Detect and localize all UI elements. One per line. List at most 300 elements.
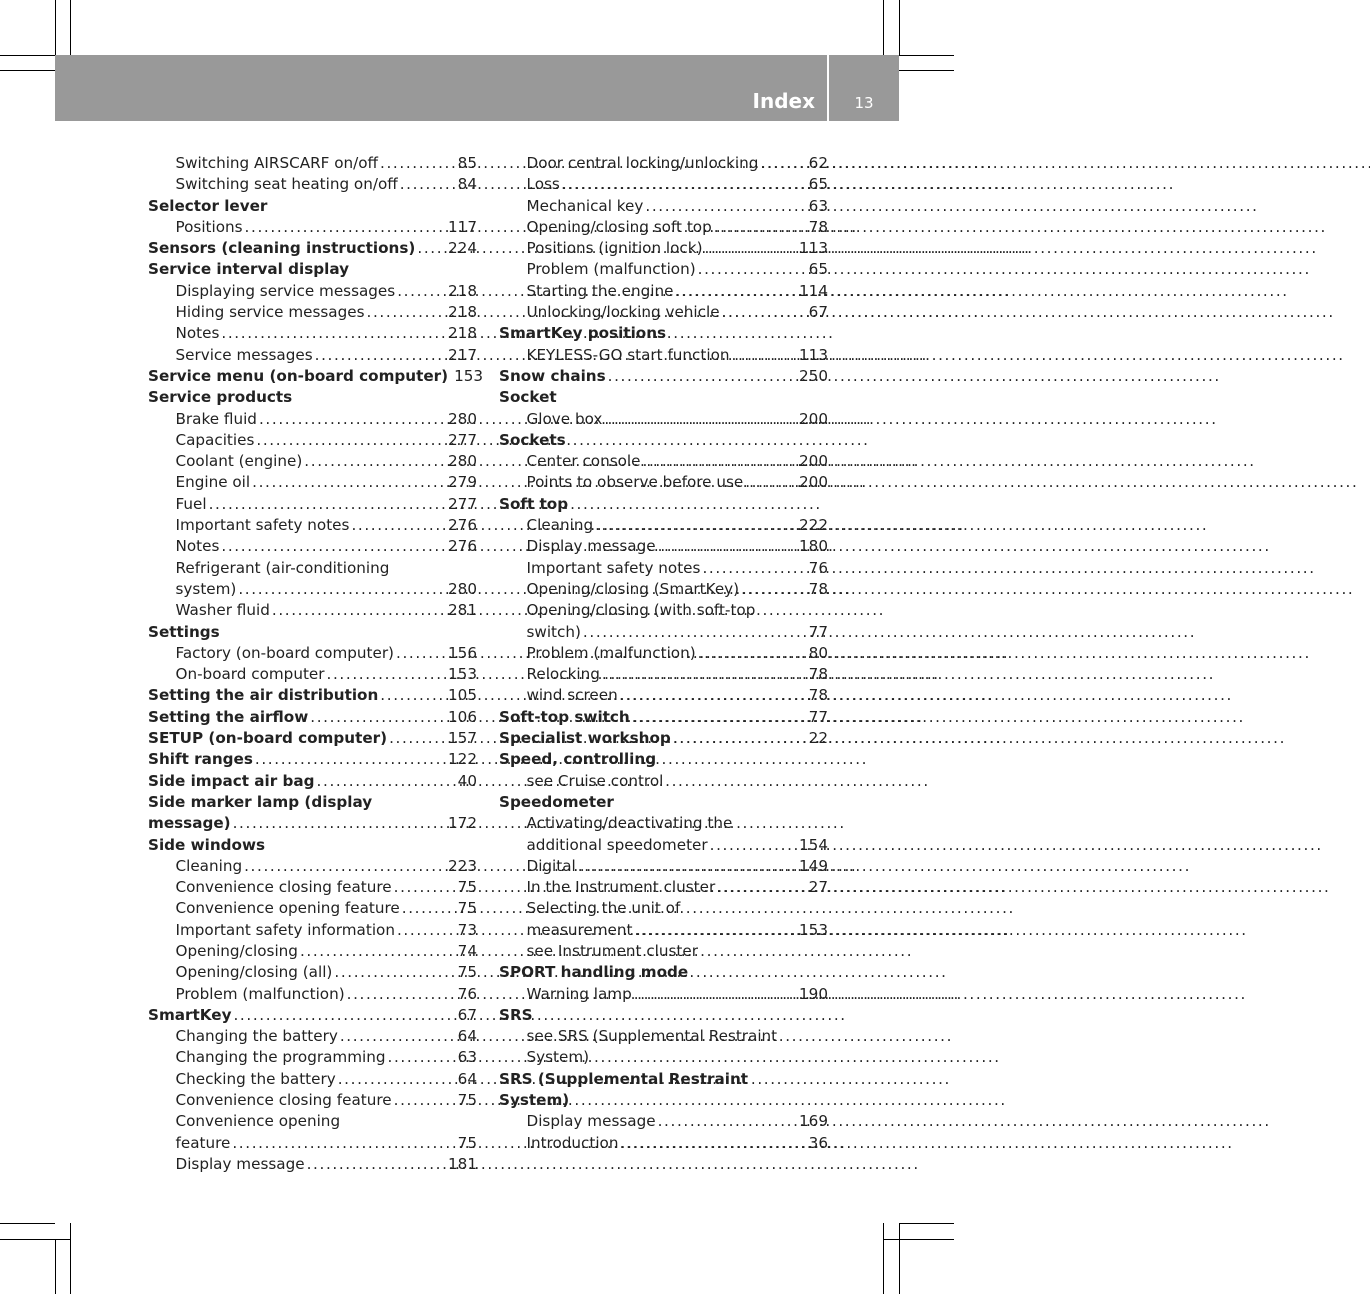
entry-text: On-board computer <box>175 665 325 684</box>
entry-text: switch) <box>526 622 581 641</box>
dot-leader <box>395 281 442 302</box>
entry-text: Displaying service messages <box>175 281 396 300</box>
entry-text: SmartKey positions <box>499 324 667 343</box>
index-subentry <box>148 941 477 962</box>
dot-leader <box>618 1133 798 1154</box>
page-reference: 222 <box>799 516 828 535</box>
index-subentry <box>499 259 828 280</box>
dot-leader <box>743 472 793 493</box>
entry-text: Opening/closing (all) <box>175 963 333 982</box>
entry-text: SmartKey <box>148 1005 232 1024</box>
dot-leader <box>219 323 442 344</box>
dot-leader <box>231 1005 447 1026</box>
entry-text: Door central locking/unlocking <box>526 154 759 172</box>
index-subentry <box>148 1154 477 1175</box>
entry-text: see Cruise control <box>526 771 664 790</box>
entry-text: Socket <box>499 388 557 407</box>
entry-text: Switching seat heating on/off <box>175 175 398 194</box>
dot-leader <box>606 366 793 387</box>
entry-text: Warning lamp <box>526 984 632 1003</box>
entry-text: Cleaning <box>526 516 594 535</box>
index-subentry <box>499 941 828 962</box>
entry-text: Display message <box>526 1112 656 1131</box>
page-reference: 67 <box>457 1005 477 1024</box>
dot-leader <box>236 579 442 600</box>
entry-text: Washer fluid <box>175 601 270 620</box>
page-reference: 153 <box>799 920 828 939</box>
dot-leader <box>305 1154 442 1175</box>
page-reference: 75 <box>457 963 477 982</box>
dot-leader <box>253 749 442 770</box>
crop-mark <box>0 1239 71 1240</box>
page-number: 13 <box>854 94 874 112</box>
entry-text: Cleaning <box>175 856 243 875</box>
page-reference: 169 <box>799 1112 828 1131</box>
entry-text: Starting the engine <box>526 281 674 300</box>
index-subentry <box>148 153 477 174</box>
entry-text: additional speedometer <box>526 835 708 854</box>
page-reference: 78 <box>808 579 828 598</box>
entry-text: Fuel <box>175 494 207 513</box>
index-subentry <box>148 898 477 919</box>
index-subentry <box>148 1069 477 1090</box>
dot-leader <box>345 984 447 1005</box>
page-reference: 80 <box>808 643 828 662</box>
crop-mark <box>70 0 71 55</box>
dot-leader <box>643 196 798 217</box>
index-entry <box>499 1005 828 1026</box>
page-reference: 200 <box>799 409 828 428</box>
entry-text: Digital <box>526 856 576 875</box>
index-subentry <box>148 430 477 451</box>
section-title: Index <box>752 89 815 113</box>
dot-leader <box>338 1026 447 1047</box>
index-entry <box>148 366 484 387</box>
dot-leader <box>298 941 447 962</box>
entry-text: Positions <box>175 217 243 236</box>
index-subentry <box>148 664 477 685</box>
dot-leader <box>250 472 442 493</box>
page-reference: 217 <box>448 345 477 364</box>
page-reference: 153 <box>454 366 484 385</box>
index-entry <box>499 728 828 749</box>
crop-mark <box>899 1223 900 1294</box>
dot-leader <box>254 430 442 451</box>
entry-text: SETUP (on-board computer) <box>148 729 388 748</box>
crop-mark <box>883 1223 884 1294</box>
dot-leader <box>400 898 447 919</box>
page-reference: 190 <box>799 984 828 1003</box>
dot-leader <box>398 174 447 195</box>
dot-leader <box>700 558 798 579</box>
index-subentry <box>499 920 828 941</box>
index-subentry <box>148 302 477 323</box>
index-subentry <box>499 558 828 579</box>
index-subentry <box>499 1111 828 1132</box>
index-entry <box>499 962 828 983</box>
entry-text: Convenience opening <box>175 1112 341 1131</box>
index-entry <box>148 238 477 259</box>
entry-text: Selector lever <box>148 196 268 215</box>
index-entry <box>499 323 828 344</box>
entry-text: Opening/closing (with soft-top <box>526 601 756 620</box>
page-reference: 157 <box>448 729 477 748</box>
crop-mark <box>70 1223 71 1294</box>
entry-text: Capacities <box>175 430 255 449</box>
entry-text: Changing the battery <box>175 1027 338 1046</box>
index-subentry <box>499 643 828 664</box>
dot-leader <box>395 920 447 941</box>
entry-text: Changing the programming <box>175 1048 386 1067</box>
dot-leader <box>560 174 798 195</box>
page-reference: 105 <box>448 686 477 705</box>
dot-leader <box>673 281 793 302</box>
entry-text: SPORT handling mode <box>499 963 689 982</box>
entry-text: SRS (Supplemental Restraint <box>499 1069 749 1088</box>
crop-mark <box>883 1239 954 1240</box>
index-subentry <box>148 323 477 344</box>
entry-text: system) <box>175 579 237 598</box>
index-subentry <box>499 472 828 493</box>
index-subentry <box>148 558 477 579</box>
index-subentry <box>499 1026 828 1047</box>
page-reference: 122 <box>448 750 477 769</box>
index-subentry <box>499 1133 828 1154</box>
page-reference: 74 <box>457 941 477 960</box>
page-reference: 73 <box>457 920 477 939</box>
crop-mark <box>0 1223 55 1224</box>
entry-text: Notes <box>175 537 220 556</box>
dot-leader <box>365 302 443 323</box>
dot-leader <box>219 536 442 557</box>
entry-text: Factory (on-board computer) <box>175 643 394 662</box>
index-entry <box>499 707 828 728</box>
dot-leader <box>415 238 442 259</box>
entry-text: Relocking <box>526 665 600 684</box>
page-reference: 280 <box>448 579 477 598</box>
index-entry <box>148 813 477 834</box>
page-reference: 85 <box>457 154 477 172</box>
index-subentry <box>148 856 477 877</box>
index-subentry <box>499 984 828 1005</box>
index-entry <box>148 622 477 643</box>
index-subentry <box>499 877 828 898</box>
dot-leader <box>378 153 447 174</box>
dot-leader <box>392 877 447 898</box>
page-reference: 276 <box>448 537 477 556</box>
entry-text: Side impact air bag <box>148 771 315 790</box>
page-reference: 67 <box>808 303 828 322</box>
page-reference: 154 <box>799 835 828 854</box>
crop-mark <box>0 70 55 71</box>
entry-text: Sensors (cleaning instructions) <box>148 239 416 258</box>
page-reference: 277 <box>448 494 477 513</box>
dot-leader <box>349 515 442 536</box>
page-reference: 224 <box>448 239 477 258</box>
index-entry <box>499 366 828 387</box>
index-subentry <box>148 1111 477 1132</box>
dot-leader <box>231 813 442 834</box>
index-entry <box>148 387 477 408</box>
index-subentry <box>499 536 828 557</box>
page-reference: 149 <box>799 856 828 875</box>
dot-leader <box>712 217 798 238</box>
header-band <box>55 55 899 121</box>
dot-leader <box>315 771 447 792</box>
page-reference: 75 <box>457 1091 477 1110</box>
entry-text: Settings <box>148 622 220 641</box>
index-subentry <box>148 515 477 536</box>
dot-leader <box>758 153 798 174</box>
page-reference: 64 <box>457 1027 477 1046</box>
dot-leader <box>632 984 793 1005</box>
entry-text: Introduction <box>526 1133 619 1152</box>
index-entry <box>499 387 828 408</box>
entry-text: Display message <box>526 537 656 556</box>
entry-text: Display message <box>175 1154 305 1173</box>
page-reference: 84 <box>457 175 477 194</box>
page-reference: 64 <box>457 1069 477 1088</box>
index-subentry <box>148 281 477 302</box>
entry-text: Soft top <box>499 494 569 513</box>
entry-text: Speedometer <box>499 792 614 811</box>
index-subentry <box>148 1047 477 1068</box>
index-entry <box>148 196 477 217</box>
entry-text: In the Instrument cluster <box>526 878 716 897</box>
dot-leader <box>600 664 798 685</box>
index-subentry <box>148 877 477 898</box>
dot-leader <box>270 600 442 621</box>
crop-mark <box>0 55 55 56</box>
page-reference: 77 <box>808 707 828 726</box>
page-reference: 181 <box>448 1154 477 1173</box>
dot-leader <box>230 1133 447 1154</box>
index-column-right <box>499 153 828 1154</box>
entry-text: Important safety information <box>175 920 395 939</box>
entry-text: Service messages <box>175 345 313 364</box>
page-reference: 276 <box>448 516 477 535</box>
page-reference: 22 <box>808 729 828 748</box>
entry-text: Convenience closing feature <box>175 878 392 897</box>
entry-text: Convenience opening feature <box>175 899 400 918</box>
dot-leader <box>618 685 798 706</box>
index-subentry <box>148 174 477 195</box>
index-subentry <box>148 451 477 472</box>
page-reference: 172 <box>448 814 477 833</box>
index-subentry <box>499 217 828 238</box>
index-subentry <box>499 174 828 195</box>
index-subentry <box>499 345 828 366</box>
dot-leader <box>630 707 798 728</box>
page-reference: 218 <box>448 324 477 343</box>
page-reference: 280 <box>448 409 477 428</box>
entry-text: Opening/closing (SmartKey) <box>526 579 740 598</box>
entry-text: Center console <box>526 452 641 471</box>
page-reference: 156 <box>448 643 477 662</box>
crop-mark <box>55 0 56 55</box>
page-reference: 113 <box>799 239 828 258</box>
page-reference: 113 <box>799 345 828 364</box>
index-subentry <box>499 600 828 621</box>
dot-leader <box>708 835 793 856</box>
index-subentry <box>499 813 828 834</box>
dot-leader <box>325 664 443 685</box>
index-entry <box>148 728 477 749</box>
page-reference: 279 <box>448 473 477 492</box>
dot-leader <box>394 643 442 664</box>
dot-leader <box>656 536 793 557</box>
page-reference: 40 <box>457 771 477 790</box>
entry-text: Selecting the unit of <box>526 899 681 918</box>
entry-text: Setting the airflow <box>148 707 309 726</box>
entry-text: measurement <box>526 920 633 939</box>
index-subentry <box>499 515 828 536</box>
entry-text: see SRS (Supplemental Restraint <box>526 1027 778 1046</box>
index-subentry <box>148 579 477 600</box>
index-subentry <box>499 409 828 430</box>
entry-text: System) <box>526 1048 590 1067</box>
dot-leader <box>313 345 442 366</box>
entry-text: Positions (ignition lock) <box>526 239 703 258</box>
entry-text: Service interval display <box>148 260 350 279</box>
entry-text: Important safety notes <box>526 558 701 577</box>
dot-leader <box>207 494 442 515</box>
index-entry <box>499 1069 828 1090</box>
page-reference: 180 <box>799 537 828 556</box>
entry-text: Problem (malfunction) <box>526 643 696 662</box>
entry-text: Engine oil <box>175 473 251 492</box>
entry-text: feature <box>175 1133 231 1152</box>
crop-mark <box>899 1223 954 1224</box>
index-subentry <box>499 238 828 259</box>
crop-mark <box>899 0 900 55</box>
dot-leader <box>308 707 442 728</box>
index-subentry <box>148 1133 477 1154</box>
page-reference: 153 <box>448 665 477 684</box>
index-entry <box>148 707 477 728</box>
dot-leader <box>392 1090 447 1111</box>
page-reference: 75 <box>457 899 477 918</box>
index-entry <box>148 685 477 706</box>
entry-text: Opening/closing <box>175 941 298 960</box>
entry-text: Unlocking/locking vehicle <box>526 303 720 322</box>
entry-text: Soft-top switch <box>499 707 630 726</box>
entry-text: see Instrument cluster <box>526 941 698 960</box>
dot-leader <box>696 643 798 664</box>
index-subentry <box>148 345 477 366</box>
page-reference: 27 <box>808 878 828 897</box>
dot-leader <box>387 728 442 749</box>
entry-text: Notes <box>175 324 220 343</box>
page-reference: 78 <box>808 665 828 684</box>
page-reference: 281 <box>448 601 477 620</box>
dot-leader <box>656 1111 793 1132</box>
index-subentry <box>499 685 828 706</box>
index-subentry <box>499 771 828 792</box>
index-subentry <box>148 217 477 238</box>
index-entry <box>148 1005 477 1026</box>
index-subentry <box>499 153 828 174</box>
index-subentry <box>499 1047 828 1068</box>
dot-leader <box>730 345 794 366</box>
dot-leader <box>378 685 442 706</box>
page-reference: 36 <box>808 1133 828 1152</box>
entry-text: Problem (malfunction) <box>175 984 345 1003</box>
page-reference: 280 <box>448 452 477 471</box>
dot-leader <box>632 920 793 941</box>
page-reference: 114 <box>799 281 828 300</box>
page-reference: 106 <box>448 707 477 726</box>
dot-leader <box>385 1047 447 1068</box>
entry-text: Side windows <box>148 835 266 854</box>
entry-text: Mechanical key <box>526 196 644 215</box>
index-entry <box>499 1090 828 1111</box>
entry-text: KEYLESS-GO start function <box>526 345 730 364</box>
index-subentry <box>148 984 477 1005</box>
dot-leader <box>640 451 793 472</box>
index-entry <box>148 835 477 856</box>
index-subentry <box>148 409 477 430</box>
dot-leader <box>332 962 447 983</box>
index-subentry <box>148 962 477 983</box>
index-entry <box>148 792 477 813</box>
page-reference: 277 <box>448 430 477 449</box>
dot-leader <box>703 238 793 259</box>
page-reference: 75 <box>457 1133 477 1152</box>
entry-text: Brake fluid <box>175 409 257 428</box>
entry-text: Service products <box>148 388 293 407</box>
page-reference: 78 <box>808 686 828 705</box>
page-reference: 76 <box>457 984 477 1003</box>
index-entry <box>148 771 477 792</box>
index-subentry <box>499 302 828 323</box>
entry-text: Specialist workshop <box>499 729 671 748</box>
dot-leader <box>243 217 442 238</box>
page-reference: 77 <box>808 622 828 641</box>
entry-text: Loss <box>526 175 560 194</box>
index-subentry <box>499 664 828 685</box>
dot-leader <box>593 515 793 536</box>
dot-leader <box>336 1069 447 1090</box>
index-entry <box>148 749 477 770</box>
entry-text: Side marker lamp (display <box>148 792 373 811</box>
dot-leader <box>302 451 442 472</box>
entry-text: Important safety notes <box>175 516 350 535</box>
dot-leader <box>257 409 442 430</box>
index-subentry <box>148 1090 477 1111</box>
dot-leader <box>576 856 793 877</box>
page-reference: 117 <box>448 217 477 236</box>
index-entry <box>499 430 828 451</box>
entry-text: Shift ranges <box>148 750 253 769</box>
crop-mark <box>883 0 884 55</box>
page-reference: 65 <box>808 175 828 194</box>
index-subentry <box>499 856 828 877</box>
index-subentry <box>148 536 477 557</box>
index-entry <box>499 792 828 813</box>
page-reference: 218 <box>448 303 477 322</box>
entry-text: Activating/deactivating the <box>526 814 733 833</box>
index-entry <box>499 494 828 515</box>
page-reference: 65 <box>808 260 828 279</box>
entry-text: wind screen <box>526 686 618 705</box>
entry-text: SRS <box>499 1005 533 1024</box>
page-reference: 78 <box>808 217 828 236</box>
entry-text: Sockets <box>499 430 566 449</box>
page-reference: 75 <box>457 878 477 897</box>
entry-text: Service menu (on-board computer) <box>148 366 449 385</box>
crop-mark <box>899 55 954 56</box>
